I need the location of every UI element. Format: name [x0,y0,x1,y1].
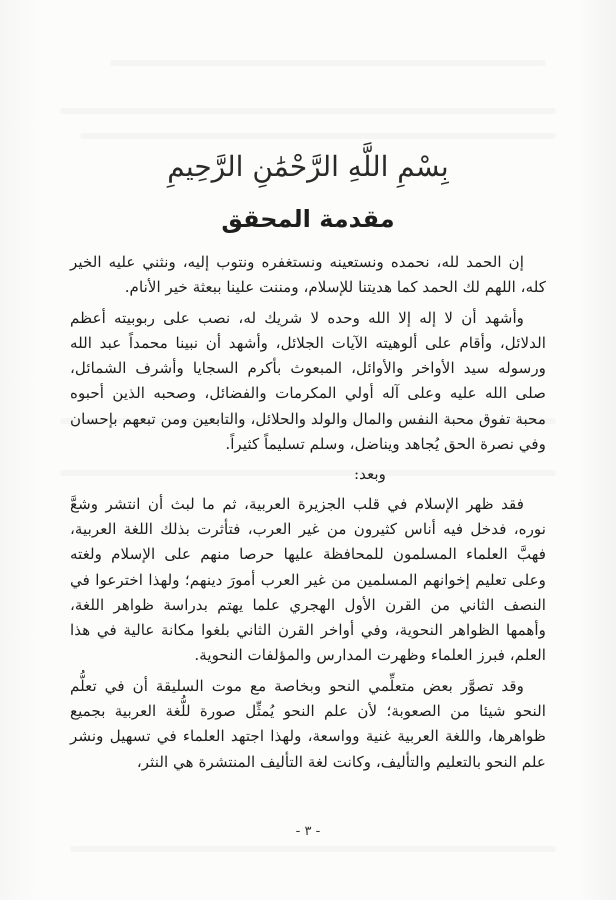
bleed-through-line [70,846,556,852]
intro-body [70,250,546,780]
basmala-calligraphy: بِسْمِ اللَّهِ الرَّحْمَٰنِ الرَّحِيمِ [167,150,449,183]
paragraph-testimony: وأشهد أن لا إله إلا الله وحده لا شريك له، نصب على ربوبيته أعظم الدلائل، وأقام على ألوهيته الآيات الجلائل، وأشهد أن نبينا محمداً عبد الله ورسوله سيد الأواخر والأوائل، المبعوث بأكرم السجايا وأشرف الشمائل، صلى الله عليه وعلى آله أولي المكرمات والفضائل، وصحبه الذين أحبوه محبة تفوق محبة النفس والمال والولد والحلائل، والتابعين ومن تبعهم بإحسان وفي نصرة الحق يُجاهد ويناضل، وسلم تسليماً كثيراً. [70,308,546,454]
paragraph-transition: وبعد: [354,465,386,484]
paragraph-praise: إن الحمد لله، نحمده ونستعينه ونستغفره ونتوب إليه، ونثني عليه الخير كله، اللهم لك الحمد كما هديتنا للإسلام، ومننت علينا ببعثة خير الأنام. [70,253,546,297]
bleed-through-line [80,133,556,139]
bleed-through-line [110,60,546,66]
paragraph-grammar-difficulty: وقد تصوَّر بعض متعلِّمي النحو وبخاصة مع موت السليقة أن في تعلُّم النحو شيئا من الصعوبة؛ لأن علم النحو يُمثِّل صورة للُّغة العربية بجميع ظواهرها، واللغة العربية غنية وواسعة، ولهذا اجتهد العلماء في تسهيل ونشر علم النحو بالتعليم والتأليف، وكانت لغة التأليف المنتشرة هي النثر، [70,676,546,771]
paragraph-history: فقد ظهر الإسلام في قلب الجزيرة العربية، ثم ما لبث أن انتشر وشعَّ نوره، فدخل فيه أناس كثيرون من غير العرب، فتأثرت بذلك اللغة العربية، فهبَّ العلماء المسلمون للمحافظة عليها حرصا منهم على الإسلام ولغته وعلى تعليم إخوانهم المسلمين من غير العرب أمورَ دينهم؛ ولهذا اخترعوا في النصف الثاني من القرن الأول الهجري علما يهتم بدراسة ظواهر اللغة، وأهمها الظواهر النحوية، وفي أواخر القرن الثاني بلغوا مكانة عالية في هذا العلم، فبرز العلماء وظهرت المدارس والمؤلفات النحوية. [70,494,546,665]
page-number: - ٣ - [295,824,321,839]
page-title: مقدمة المحقق [221,205,395,233]
bleed-through-line [60,108,556,114]
